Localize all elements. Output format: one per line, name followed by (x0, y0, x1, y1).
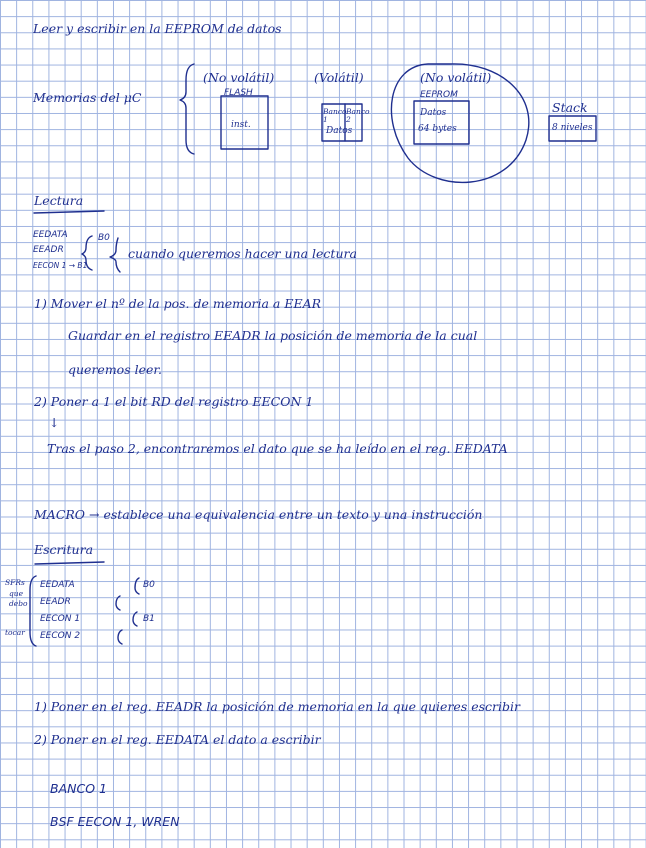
lectura-result: Tras el paso 2, encontraremos el dato que se ha leído en el reg. EEDATA (47, 441, 508, 456)
lectura-step-1-detail-a: Guardar en el registro EEADR la posición de memoria de la cual (68, 328, 478, 343)
escritura-reg-eeadr: EEADR (40, 597, 71, 607)
escritura-side-note-1: SFRs (5, 578, 25, 587)
escritura-heading: Escritura (34, 542, 94, 557)
escritura-code-2: BSF EECON 1, WREN (50, 814, 180, 829)
escritura-underline (35, 562, 104, 564)
eeprom-name: EEPROM (420, 90, 458, 100)
escritura-code-1: BANCO 1 (50, 781, 107, 796)
ram-tag: (Volátil) (314, 70, 364, 85)
eeprom-content-1: Datos (420, 108, 447, 118)
eeprom-content-2: 64 bytes (418, 124, 457, 134)
escritura-reg-eecon2: EECON 2 (40, 631, 81, 641)
lectura-step-2: 2) Poner a 1 el bit RD del registro EECON 1 (34, 394, 314, 409)
flash-name: FLASH (224, 88, 253, 98)
escritura-side-note-4: tocar (5, 628, 25, 637)
escritura-brace (30, 576, 36, 646)
lectura-reg-eedata: EEDATA (33, 230, 68, 240)
flash-content: inst. (231, 120, 251, 130)
eeprom-tag: (No volátil) (420, 70, 492, 85)
lectura-bank0: B0 (98, 233, 110, 243)
escritura-bank0: B0 (143, 580, 155, 590)
memorias-brace (180, 64, 194, 154)
ram-bank2: Banco 2 (346, 107, 370, 124)
stack-name: Stack (552, 100, 588, 115)
lectura-reg-eeadr: EEADR (33, 245, 64, 255)
macro-note: MACRO → establece una equivalencia entre un texto y una instrucción (34, 507, 483, 522)
lectura-regs-note: cuando queremos hacer una lectura (128, 246, 357, 261)
escritura-step-1: 1) Poner en el reg. EEADR la posición de memoria en la que quieres escribir (34, 699, 520, 714)
escritura-reg-eecon1: EECON 1 (40, 614, 81, 624)
lectura-reg-eecon1: EECON 1 → B1 (33, 261, 88, 270)
escritura-step-2: 2) Poner en el reg. EEDATA el dato a escribir (34, 732, 321, 747)
ram-content: Datos (326, 126, 353, 136)
escritura-reg-eedata: EEDATA (40, 580, 75, 590)
lectura-arrow: ↓ (49, 415, 60, 430)
lectura-step-1: 1) Mover el nº de la pos. de memoria a EEAR (34, 296, 322, 311)
stack-content: 8 niveles (552, 123, 593, 133)
memorias-label: Memorias del μC (33, 90, 142, 105)
flash-tag: (No volátil) (203, 70, 275, 85)
escritura-side-note-2: que (9, 589, 24, 598)
escritura-side-note-3: debo (9, 599, 28, 608)
lectura-underline (34, 211, 104, 213)
escritura-bank1: B1 (143, 614, 155, 624)
page-title: Leer y escribir en la EEPROM de datos (33, 21, 282, 36)
lectura-heading: Lectura (34, 193, 84, 208)
ram-bank1: Banco 1 (323, 107, 347, 124)
lectura-step-1-detail-b: queremos leer. (68, 362, 162, 377)
